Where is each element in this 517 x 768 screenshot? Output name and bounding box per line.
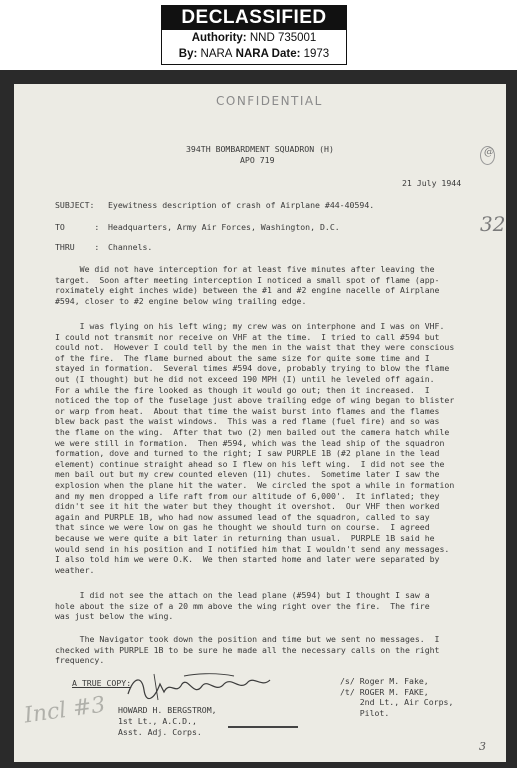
true-copy-label: A TRUE COPY: [72,678,132,688]
paragraph-line: I was flying on his left wing; my crew was on interphone and I was on VHF. [55,321,445,331]
paragraph-line: formation, dove and turned to the right; I saw PURPLE 1B (#2 plane in the lead [55,448,440,459]
to-text: Headquarters, Army Air Forces, Washington, D.C. [108,222,340,232]
paragraph-line: #594, closer to #2 engine below wing trailing edge. [55,295,307,306]
paragraph-line: of the fire. The flame burned about the same size for quite some time and I [55,352,430,363]
paragraph-line: could not. However I could tell by the men in the waist that they were conscious [55,342,455,353]
paragraph-line: element) continue straight ahead so I flew on his left wing. I did not see the [55,458,445,469]
paragraph-line: hole about the size of a 20 mm above the wing right over the fire. The fire [55,600,430,611]
handwritten-inclosure-note: Incl #3 [22,692,107,729]
certifier-line: 1st Lt., A.C.D., [118,716,197,726]
paragraph-line: the flame on the wing. After that two (2) men bailed out the camera hatch while [55,427,450,437]
paragraph-line: because we were quite a bit later in returning than usual. PURPLE 1B said he [55,533,435,543]
signature-line: Pilot. [340,707,390,718]
stamp-by-value: NARA [200,48,233,60]
page-number: 3 [479,740,486,753]
paragraph-line: I could not transmit nor receive on VHF at the time. I tried to call #594 but [55,331,440,342]
document-page [14,84,506,762]
stamp-date-label: NARA Date: [235,48,301,60]
paragraph-line: noticed the top of the fuselage just above trailing edge of wing began to blister [55,395,455,406]
margin-number: 32 [480,212,506,236]
paragraph-line: checked with PURPLE 1B to be sure he made all the necessary calls on the right [55,644,440,655]
classification-heading: CONFIDENTIAL [216,94,323,108]
unit-heading: 394TH BOMBARDMENT SQUADRON (H) [186,144,334,154]
to-label: TO : [55,222,100,232]
stamp-date-value: 1973 [303,48,330,60]
paragraph-line: and my men dropped a life raft from our altitude of 6,000'. It inflated; they [55,490,440,501]
signature-line: 2nd Lt., Air Corps, [340,697,454,708]
paragraph-line: stayed in formation. Several times #594 dove, probably trying to blow the flame [55,363,450,374]
stamp-title: DECLASSIFIED [162,6,346,30]
paragraph-line: I also told him we were O.K. We then started home and later were separated by [55,554,440,565]
paragraph-line: was just below the wing. [55,611,174,622]
declassified-stamp [161,5,347,65]
certifier-line: HOWARD H. BERGSTROM, [118,705,217,715]
declassification-banner [0,0,517,70]
stamp-authority [162,30,346,46]
paragraph-line: didn't see it hit the water but they thought it overshot. Our VHF then worked [55,501,440,512]
stamp-authority-value: NND 735001 [249,32,317,44]
certifier-line: Asst. Adj. Corps. [118,727,202,737]
paragraph-line: For a while the fire looked as though it would go out; then it increased. I [55,384,430,395]
paragraph-line: blew back past the waist windows. This was a red flame (fuel fire) and so was [55,416,440,427]
paragraph-line: that since we were low on gas he thought we should turn on course. I agreed [55,522,430,533]
paragraph-line: men bail out but my crew counted eleven (11) chutes. Sometime later I saw the [55,469,440,480]
handwritten-signature [124,670,274,704]
apo-heading: APO 719 [240,155,275,165]
document-date: 21 July 1944 [402,178,462,188]
signature-line: /s/ Roger M. Fake, [340,676,429,686]
paragraph-line: target. Soon after meeting interception I noticed a small spot of flame (app- [55,274,440,285]
paragraph-line: we were still in formation. Then #594, which was the lead ship of the squadron [55,437,445,448]
paragraph-line: again and PURPLE 1B, who had now assumed lead of the squadron, called to say [55,511,430,522]
paragraph-line: or warp from heat. About that time the waist burst into flames and the flames [55,405,440,416]
thru-text: Channels. [108,242,153,252]
thru-label: THRU : [55,242,100,252]
stamp-by-line [162,46,346,62]
strike-through-mark [228,726,298,728]
paragraph-line: weather. [55,564,95,575]
paragraph-line: The Navigator took down the position and time but we sent no messages. I [55,634,440,644]
paragraph-line: would send in his position and I notified him that I wouldn't send any messages. [55,543,450,554]
paragraph-line: explosion when the plane hit the water. We circled the spot a while in formation [55,480,455,490]
subject-label: SUBJECT: [55,200,95,210]
stamp-authority-label: Authority: [191,32,247,44]
signature-line: /t/ ROGER M. FAKE, [340,686,429,697]
margin-circle-note: @ [484,147,494,158]
paragraph-line: I did not see the attach on the lead plane (#594) but I thought I saw a [55,590,430,600]
paragraph-line: roximately eight inches wide) between the #1 and #2 engine nacelle of Airplane [55,285,440,296]
paragraph-line: We did not have interception for at least five minutes after leaving the [55,264,435,274]
paragraph-line: frequency. [55,655,105,666]
stamp-by-label: By: [178,48,198,60]
paragraph-line: out (I thought) but he did not exceed 190 MPH (I) until he leveled off again. [55,374,435,384]
subject-text: Eyewitness description of crash of Airplane #44-40594. [108,200,375,210]
